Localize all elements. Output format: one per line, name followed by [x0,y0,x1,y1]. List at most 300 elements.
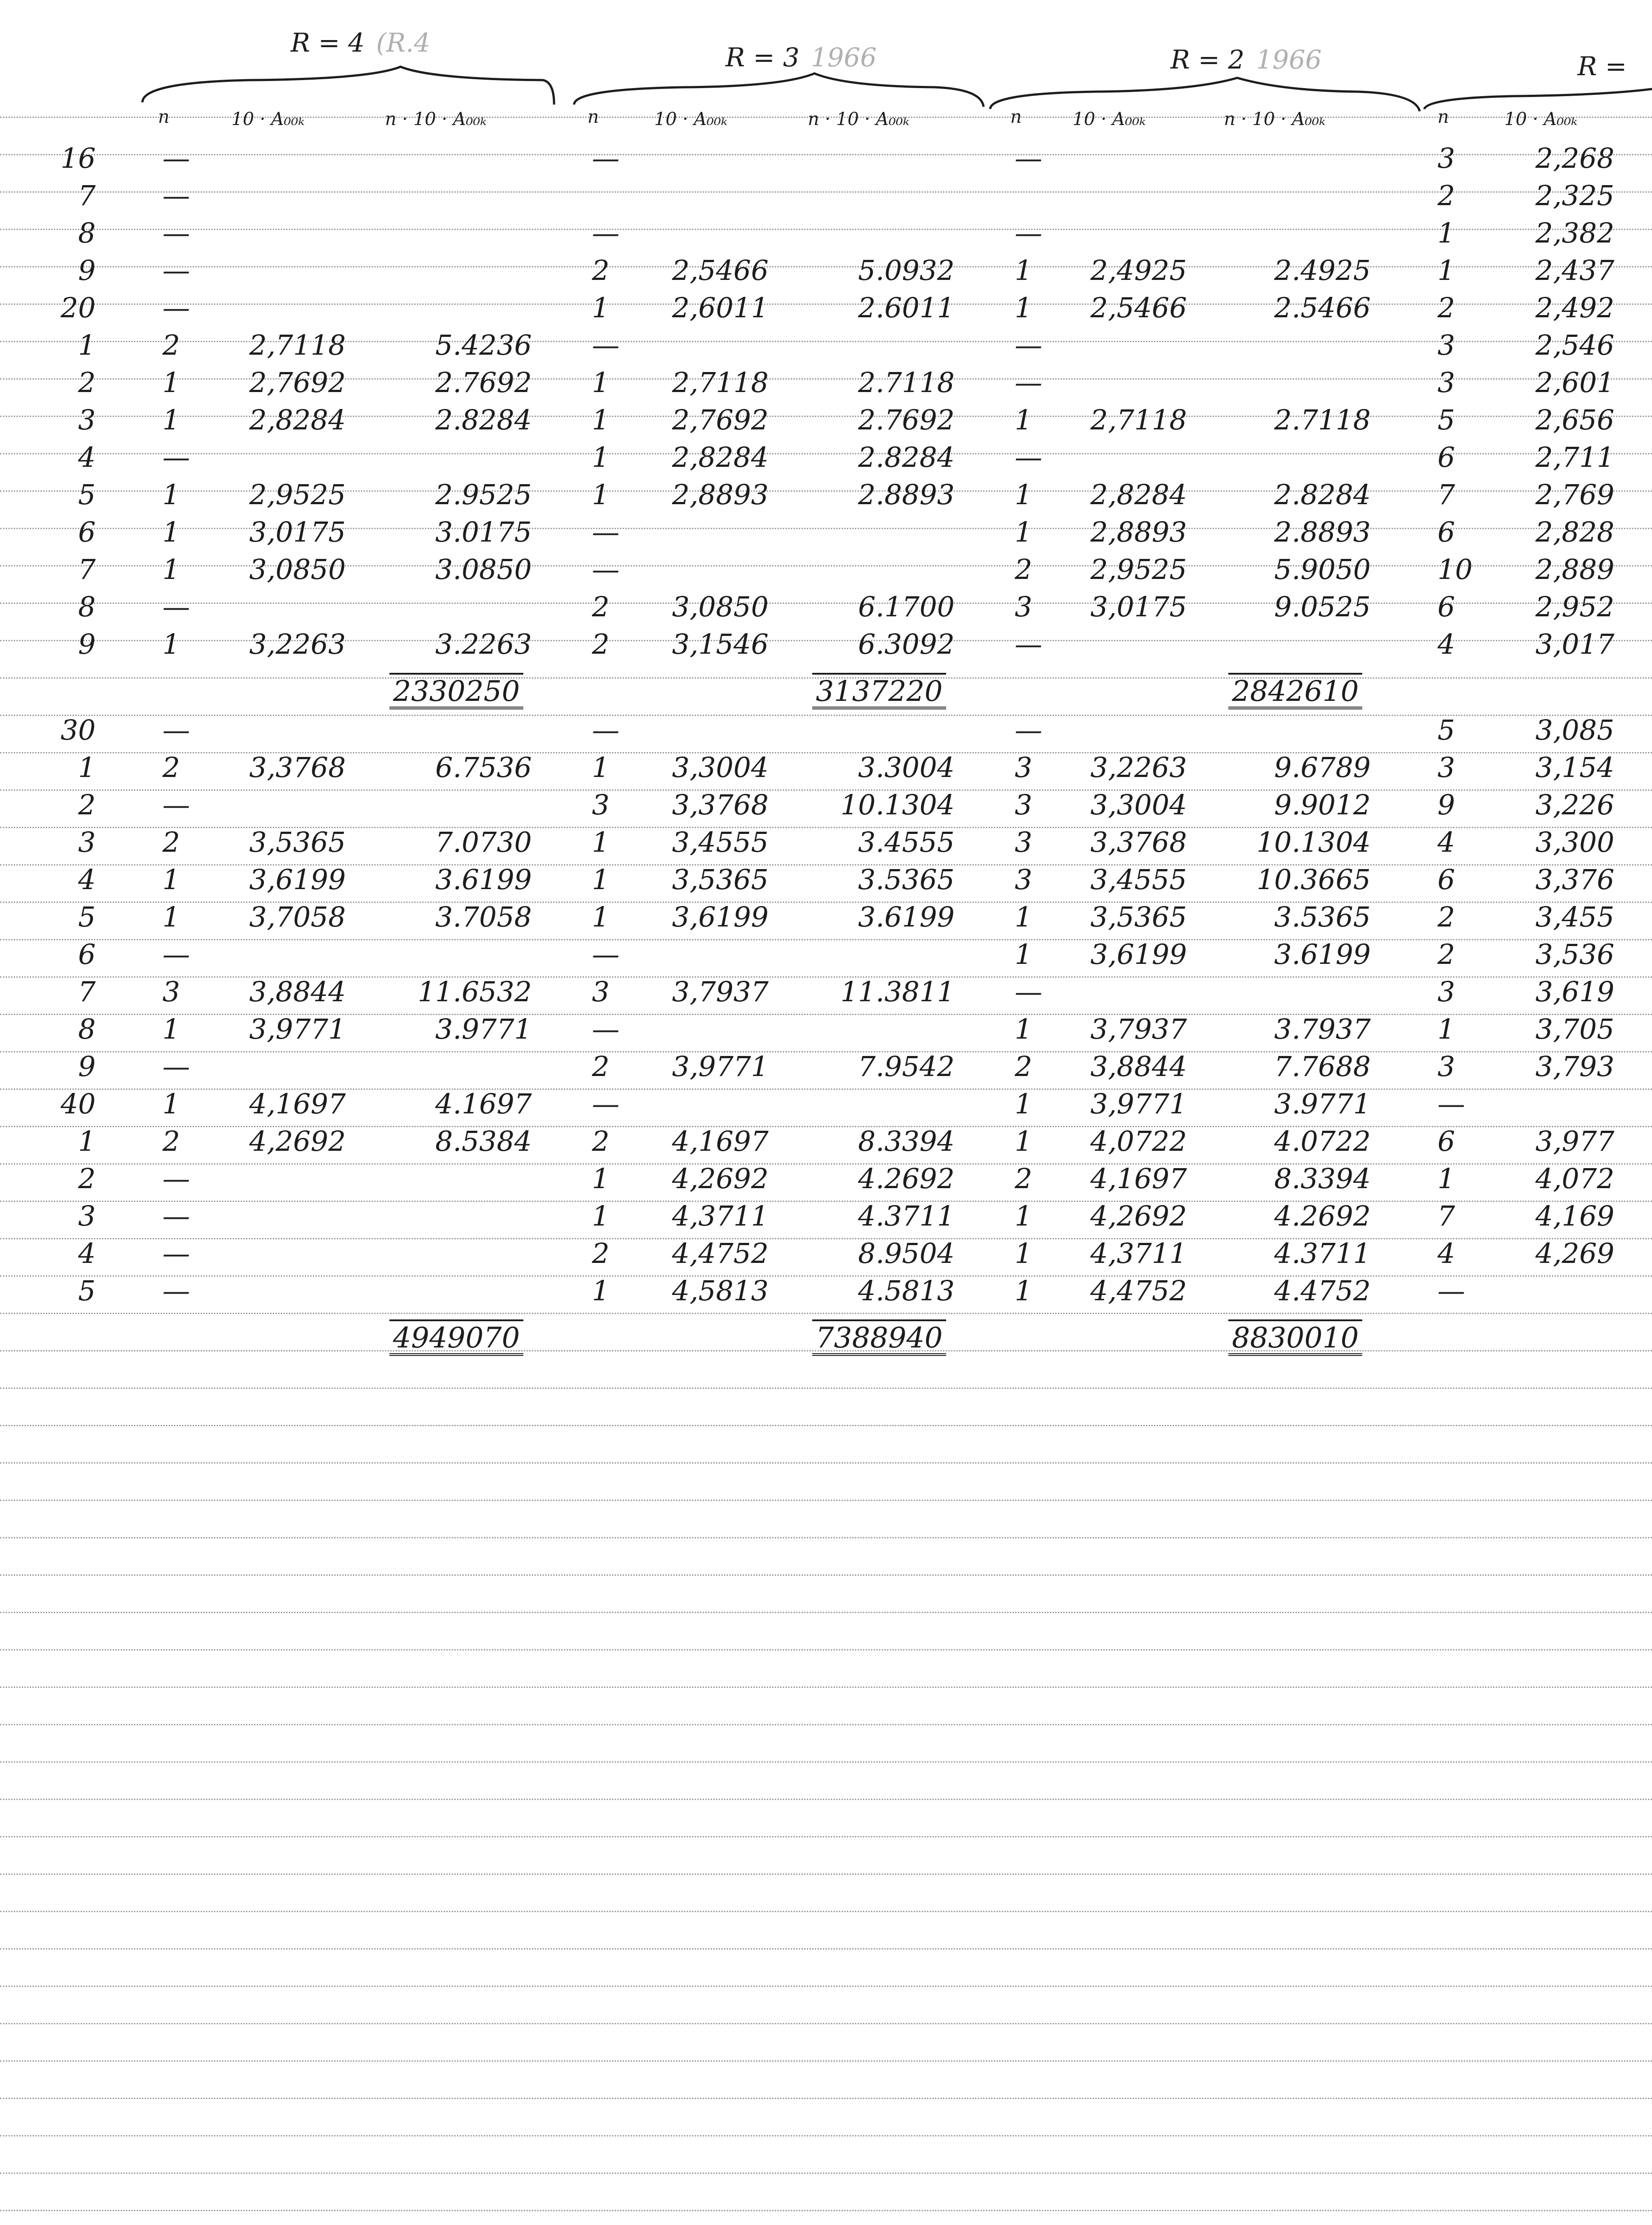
cell-n: 1 [592,901,610,933]
cell-value: 2,382 [1535,217,1615,249]
cell-n: 1 [1015,1125,1032,1157]
grand-total: 4949070 [389,1319,523,1356]
row-label: 6 [78,516,96,548]
cell-n: — [162,441,190,473]
cell-n: — [1437,1088,1465,1120]
cell-n: — [1437,1274,1465,1307]
column-header-value: 10 · A₀₀ₖ [1073,109,1146,129]
cell-value: 3,977 [1535,1125,1615,1157]
cell-value: 3,3768 [1090,826,1187,858]
cell-n: 1 [1015,478,1032,511]
cell-n: — [1015,628,1042,660]
ruled-line [0,2135,1652,2136]
row-label: 6 [78,938,96,971]
cell-value: 3,4555 [672,826,769,858]
cell-n: — [592,553,620,586]
cell-value: 4,169 [1535,1200,1615,1232]
cell-n: 2 [1015,553,1032,586]
ruled-line [0,902,1652,903]
row-label: 20 [61,291,96,324]
cell-n: 6 [1437,591,1455,623]
row-label: 2 [78,1162,96,1195]
cell-value: 2,8893 [1090,516,1187,548]
cell-product: 2.8893 [858,478,955,511]
cell-n: 4 [1437,1237,1455,1270]
ruled-line [0,1163,1652,1165]
cell-n: 1 [1015,1274,1032,1307]
cell-n: — [162,1237,190,1270]
cell-n: 3 [592,975,610,1008]
cell-product: 3.7058 [435,901,532,933]
cell-n: 6 [1437,1125,1455,1157]
cell-n: 1 [592,1200,610,1232]
ruled-line [0,827,1652,828]
cell-value: 3,085 [1535,714,1615,746]
cell-n: 3 [1437,751,1455,784]
cell-n: 3 [1437,1050,1455,1083]
cell-value: 3,619 [1535,975,1615,1008]
cell-value: 2,268 [1535,142,1615,174]
cell-n: 3 [1015,826,1032,858]
cell-value: 4,2692 [1090,1200,1187,1232]
ruled-line [0,789,1652,791]
ruled-line [0,939,1652,940]
cell-value: 3,3768 [249,751,346,784]
cell-n: — [162,217,190,249]
cell-n: — [592,329,620,361]
cell-n: 3 [1437,329,1455,361]
cell-value: 2,5466 [672,254,769,287]
ruled-line [0,1612,1652,1613]
cell-value: 3,705 [1535,1013,1615,1045]
cell-n: 1 [1015,1237,1032,1270]
cell-n: — [162,254,190,287]
cell-value: 3,1546 [672,628,769,660]
cell-n: 1 [592,404,610,436]
cell-product: 3.2263 [435,628,532,660]
cell-product: 4.0722 [1274,1125,1371,1157]
cell-n: — [1015,329,1042,361]
cell-value: 3,7937 [672,975,769,1008]
cell-product: 3.7937 [1274,1013,1371,1045]
ruled-line [0,752,1652,753]
cell-product: 4.3711 [858,1200,955,1232]
cell-n: 1 [162,863,180,896]
cell-n: — [1015,366,1042,399]
cell-value: 4,2692 [672,1162,769,1195]
group-title-r1: R = [1577,51,1627,81]
cell-value: 2,9525 [249,478,346,511]
cell-n: — [1015,714,1042,746]
ruled-line [0,1537,1652,1538]
cell-n: 1 [162,516,180,548]
cell-value: 3,7937 [1090,1013,1187,1045]
cell-n: 1 [162,1013,180,1045]
ruled-line [0,1462,1652,1464]
ruled-line [0,2172,1652,2174]
cell-value: 3,9771 [249,1013,346,1045]
cell-n: 3 [1437,975,1455,1008]
row-label: 8 [78,1013,96,1045]
cell-n: — [162,938,190,971]
cell-value: 3,3004 [672,751,769,784]
ruled-line [0,154,1652,155]
cell-value: 3,017 [1535,628,1615,660]
cell-n: 6 [1437,863,1455,896]
cell-value: 2,7118 [1090,404,1187,436]
subtotal: 3137220 [812,673,946,709]
cell-product: 7.7688 [1274,1050,1371,1083]
cell-value: 3,0850 [672,591,769,623]
column-header-value: 10 · A₀₀ₖ [654,109,728,129]
cell-n: — [592,938,620,971]
row-label: 5 [78,1274,96,1307]
cell-value: 4,4752 [672,1237,769,1270]
cell-n: 1 [1015,254,1032,287]
cell-n: 2 [1015,1050,1032,1083]
ruled-line [0,2023,1652,2024]
cell-value: 2,769 [1535,478,1615,511]
row-label: 5 [78,478,96,511]
cell-n: 2 [592,591,610,623]
cell-n: 3 [592,789,610,821]
cell-n: 1 [1015,1200,1032,1232]
cell-n: 2 [162,826,180,858]
cell-value: 3,8844 [1090,1050,1187,1083]
cell-n: 1 [162,553,180,586]
cell-n: — [1015,441,1042,473]
ruled-line [0,565,1652,566]
cell-value: 2,546 [1535,329,1615,361]
cell-product: 3.5365 [1274,901,1371,933]
cell-n: — [162,179,190,212]
row-label: 7 [78,975,96,1008]
cell-value: 2,656 [1535,404,1615,436]
cell-value: 3,154 [1535,751,1615,784]
cell-value: 4,1697 [249,1088,346,1120]
cell-value: 3,2263 [249,628,346,660]
cell-value: 3,6199 [672,901,769,933]
cell-n: 5 [1437,404,1455,436]
cell-product: 2.7692 [858,404,955,436]
column-header-product: n · 10 · A₀₀ₖ [1224,109,1326,129]
cell-value: 3,2263 [1090,751,1187,784]
cell-n: 6 [1437,441,1455,473]
cell-n: 2 [592,1050,610,1083]
cell-n: 9 [1437,789,1455,821]
row-label: 16 [61,142,96,174]
cell-n: 1 [162,1088,180,1120]
ruled-line [0,1088,1652,1090]
cell-product: 5.0932 [858,254,955,287]
cell-product: 2.8893 [1274,516,1371,548]
cell-value: 3,0175 [249,516,346,548]
cell-value: 2,711 [1535,441,1615,473]
ruled-line [0,1911,1652,1912]
cell-value: 2,8284 [249,404,346,436]
cell-value: 3,793 [1535,1050,1615,1083]
cell-value: 3,226 [1535,789,1615,821]
row-label: 2 [78,366,96,399]
cell-product: 9.9012 [1274,789,1371,821]
cell-product: 3.6199 [435,863,532,896]
cell-product: 2.8284 [435,404,532,436]
cell-n: 1 [1015,1088,1032,1120]
column-header-value: 10 · A₀₀ₖ [1504,109,1578,129]
cell-n: 2 [162,751,180,784]
cell-value: 4,4752 [1090,1274,1187,1307]
cell-n: 3 [1015,863,1032,896]
subtotal: 2330250 [389,673,523,709]
cell-n: 2 [592,1237,610,1270]
cell-n: 4 [1437,628,1455,660]
row-label: 40 [61,1088,96,1120]
cell-n: 7 [1437,478,1455,511]
cell-n: 1 [592,478,610,511]
column-header-n: n [1010,107,1022,127]
cell-value: 2,7692 [672,404,769,436]
row-label: 4 [78,441,96,473]
cell-n: 1 [1437,1162,1455,1195]
cell-n: — [592,142,620,174]
cell-value: 4,269 [1535,1237,1615,1270]
cell-n: 2 [162,1125,180,1157]
cell-product: 5.4236 [435,329,532,361]
cell-n: 1 [1437,1013,1455,1045]
cell-value: 3,0175 [1090,591,1187,623]
row-label: 7 [78,553,96,586]
cell-n: 2 [1437,179,1455,212]
cell-product: 5.9050 [1274,553,1371,586]
cell-n: 2 [1437,291,1455,324]
cell-n: — [162,1200,190,1232]
cell-value: 2,8284 [672,441,769,473]
ruled-line [0,715,1652,716]
cell-n: 3 [1437,142,1455,174]
cell-product: 8.5384 [435,1125,532,1157]
cell-product: 10.1304 [840,789,955,821]
cell-n: — [162,142,190,174]
cell-n: — [162,714,190,746]
cell-value: 4,3711 [1090,1237,1187,1270]
cell-value: 2,492 [1535,291,1615,324]
cell-n: 4 [1437,826,1455,858]
ruled-line [0,1500,1652,1501]
group-title-r4: R = 4 (R.4 [291,28,430,58]
cell-value: 4,5813 [672,1274,769,1307]
cell-product: 6.3092 [858,628,955,660]
ruled-line [0,1051,1652,1052]
cell-value: 2,952 [1535,591,1615,623]
ruled-line [0,1986,1652,1987]
cell-value: 3,9771 [672,1050,769,1083]
cell-product: 3.4555 [858,826,955,858]
cell-n: 3 [1015,591,1032,623]
subtotal: 2842610 [1228,673,1362,709]
cell-n: 1 [592,1274,610,1307]
cell-product: 4.2692 [1274,1200,1371,1232]
cell-product: 2.6011 [858,291,955,324]
ruled-line [0,341,1652,342]
ruled-line [0,1275,1652,1277]
row-label: 1 [78,329,96,361]
ruled-line [0,1799,1652,1800]
cell-value: 2,437 [1535,254,1615,287]
cell-product: 3.6199 [1274,938,1371,971]
cell-value: 3,6199 [249,863,346,896]
cell-value: 4,0722 [1090,1125,1187,1157]
cell-n: 1 [592,441,610,473]
cell-value: 3,300 [1535,826,1615,858]
cell-product: 2.7692 [435,366,532,399]
ruled-line [0,1238,1652,1239]
cell-product: 4.4752 [1274,1274,1371,1307]
cell-product: 4.5813 [858,1274,955,1307]
cell-n: 1 [592,863,610,896]
ruled-line [0,1836,1652,1837]
cell-product: 10.3665 [1256,863,1371,896]
cell-value: 3,8844 [249,975,346,1008]
cell-product: 6.7536 [435,751,532,784]
cell-value: 2,828 [1535,516,1615,548]
cell-product: 3.0175 [435,516,532,548]
cell-n: 3 [1437,366,1455,399]
cell-value: 3,5365 [249,826,346,858]
cell-product: 8.3394 [858,1125,955,1157]
cell-n: 1 [1437,217,1455,249]
cell-n: 1 [162,628,180,660]
ruled-line [0,1574,1652,1576]
ruled-line [0,528,1652,529]
cell-product: 11.6532 [417,975,532,1008]
cell-n: — [1015,142,1042,174]
row-label: 1 [78,1125,96,1157]
cell-n: 1 [592,291,610,324]
row-label: 8 [78,217,96,249]
cell-n: — [1015,975,1042,1008]
cell-value: 3,4555 [1090,863,1187,896]
cell-n: 2 [592,254,610,287]
column-header-value: 10 · A₀₀ₖ [231,109,305,129]
row-label: 30 [61,714,96,746]
cell-value: 4,1697 [1090,1162,1187,1195]
ruled-line [0,229,1652,230]
column-header-n: n [1437,107,1449,127]
cell-product: 2.8284 [858,441,955,473]
column-header-n: n [587,107,599,127]
cell-product: 3.9771 [435,1013,532,1045]
cell-n: — [162,291,190,324]
ruled-line [0,191,1652,193]
cell-value: 2,601 [1535,366,1615,399]
cell-n: 3 [1015,751,1032,784]
cell-value: 2,7692 [249,366,346,399]
cell-product: 2.9525 [435,478,532,511]
cell-value: 4,3711 [672,1200,769,1232]
cell-n: — [162,591,190,623]
cell-product: 7.9542 [858,1050,955,1083]
cell-n: 1 [1015,938,1032,971]
cell-n: 1 [1015,291,1032,324]
ruled-line [0,1313,1652,1314]
cell-value: 3,376 [1535,863,1615,896]
cell-n: 1 [162,404,180,436]
cell-n: — [162,1274,190,1307]
cell-product: 10.1304 [1256,826,1371,858]
cell-n: 5 [1437,714,1455,746]
row-label: 9 [78,1050,96,1083]
cell-product: 7.0730 [435,826,532,858]
ruled-line [0,1948,1652,1950]
cell-product: 3.0850 [435,553,532,586]
cell-value: 3,5365 [672,863,769,896]
cell-value: 3,9771 [1090,1088,1187,1120]
ruled-line [0,1388,1652,1389]
cell-product: 11.3811 [840,975,955,1008]
cell-n: — [162,789,190,821]
cell-product: 3.5365 [858,863,955,896]
cell-value: 3,6199 [1090,938,1187,971]
cell-product: 2.7118 [1274,404,1371,436]
row-label: 1 [78,751,96,784]
cell-n: 6 [1437,516,1455,548]
cell-product: 2.7118 [858,366,955,399]
cell-n: 2 [162,329,180,361]
row-label: 4 [78,1237,96,1270]
cell-n: — [162,1162,190,1195]
cell-value: 4,1697 [672,1125,769,1157]
cell-product: 6.1700 [858,591,955,623]
cell-product: 4.1697 [435,1088,532,1120]
column-header-product: n · 10 · A₀₀ₖ [808,109,910,129]
cell-product: 3.6199 [858,901,955,933]
row-label: 9 [78,628,96,660]
cell-value: 3,3768 [672,789,769,821]
cell-n: 1 [592,1162,610,1195]
cell-value: 2,7118 [249,329,346,361]
cell-n: 2 [592,628,610,660]
cell-n: 2 [1437,901,1455,933]
cell-n: 1 [162,366,180,399]
cell-value: 4,072 [1535,1162,1615,1195]
cell-n: 1 [1015,516,1032,548]
row-label: 3 [78,404,96,436]
cell-n: — [592,217,620,249]
row-label: 8 [78,591,96,623]
cell-value: 2,7118 [672,366,769,399]
ruled-line [0,1014,1652,1015]
row-label: 2 [78,789,96,821]
row-label: 5 [78,901,96,933]
ruled-line [0,864,1652,866]
cell-value: 2,8284 [1090,478,1187,511]
cell-product: 9.6789 [1274,751,1371,784]
cell-product: 8.3394 [1274,1162,1371,1195]
grand-total: 7388940 [812,1319,946,1356]
cell-n: 2 [592,1125,610,1157]
ruled-line [0,1126,1652,1127]
cell-product: 8.9504 [858,1237,955,1270]
cell-value: 2,9525 [1090,553,1187,586]
column-header-n: n [158,107,170,127]
cell-value: 2,889 [1535,553,1615,586]
cell-n: 2 [1437,938,1455,971]
cell-value: 3,455 [1535,901,1615,933]
cell-product: 4.2692 [858,1162,955,1195]
ruled-line [0,1873,1652,1875]
cell-n: — [592,1013,620,1045]
cell-n: 1 [1015,404,1032,436]
